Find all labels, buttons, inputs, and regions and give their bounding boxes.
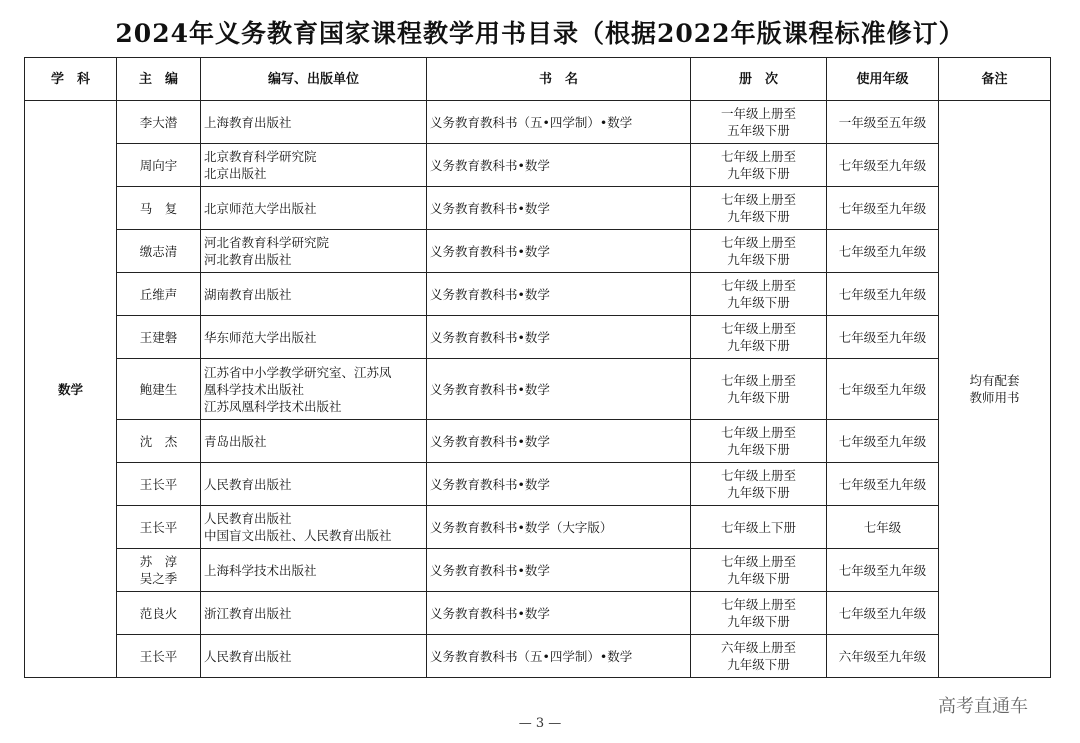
publisher-cell: 北京师范大学出版社 xyxy=(201,187,427,230)
remark-cell: 均有配套 教师用书 xyxy=(939,101,1051,678)
grade-cell: 七年级 xyxy=(827,506,939,549)
table-row xyxy=(25,506,1051,549)
volume-cell: 七年级上册至 九年级下册 xyxy=(691,549,827,592)
grade-cell: 六年级至九年级 xyxy=(827,635,939,678)
volume-cell: 六年级上册至 九年级下册 xyxy=(691,635,827,678)
editor-cell: 马 复 xyxy=(117,187,201,230)
table-row xyxy=(25,359,1051,420)
editor-cell: 鲍建生 xyxy=(117,359,201,420)
grade-cell: 七年级至九年级 xyxy=(827,359,939,420)
grade-cell: 七年级至九年级 xyxy=(827,316,939,359)
table-row xyxy=(25,420,1051,463)
editor-cell: 李大潜 xyxy=(117,101,201,144)
editor-cell: 苏 淳 吴之季 xyxy=(117,549,201,592)
volume-cell: 一年级上册至 五年级下册 xyxy=(691,101,827,144)
page-title: 2024年义务教育国家课程教学用书目录（根据2022年版课程标准修订） xyxy=(115,19,965,48)
editor-cell: 王长平 xyxy=(117,463,201,506)
grade-cell: 七年级至九年级 xyxy=(827,592,939,635)
book-cell: 义务教育教科书•数学 xyxy=(427,420,691,463)
publisher-cell: 北京教育科学研究院 北京出版社 xyxy=(201,144,427,187)
subject-cell: 数学 xyxy=(25,101,117,678)
volume-cell: 七年级上册至 九年级下册 xyxy=(691,144,827,187)
table-row xyxy=(25,463,1051,506)
volume-cell: 七年级上册至 九年级下册 xyxy=(691,420,827,463)
grade-cell: 七年级至九年级 xyxy=(827,230,939,273)
grade-cell: 一年级至五年级 xyxy=(827,101,939,144)
volume-cell: 七年级上册至 九年级下册 xyxy=(691,592,827,635)
grade-cell: 七年级至九年级 xyxy=(827,549,939,592)
grade-cell: 七年级至九年级 xyxy=(827,420,939,463)
watermark-text: 高考直通车 xyxy=(938,696,1028,717)
header-publisher: 编写、出版单位 xyxy=(201,58,427,101)
book-cell: 义务教育教科书•数学（大字版） xyxy=(427,506,691,549)
publisher-cell: 华东师范大学出版社 xyxy=(201,316,427,359)
editor-cell: 丘维声 xyxy=(117,273,201,316)
book-cell: 义务教育教科书（五•四学制）•数学 xyxy=(427,635,691,678)
grade-cell: 七年级至九年级 xyxy=(827,144,939,187)
editor-cell: 周向宇 xyxy=(117,144,201,187)
volume-cell: 七年级上册至 九年级下册 xyxy=(691,273,827,316)
table-row xyxy=(25,549,1051,592)
editor-cell: 沈 杰 xyxy=(117,420,201,463)
publisher-cell: 江苏省中小学教学研究室、江苏凤 凰科学技术出版社 江苏凤凰科学技术出版社 xyxy=(201,359,427,420)
book-cell: 义务教育教科书•数学 xyxy=(427,592,691,635)
table-row xyxy=(25,316,1051,359)
page-number: — 3 — xyxy=(518,716,562,731)
publisher-cell: 人民教育出版社 中国盲文出版社、人民教育出版社 xyxy=(201,506,427,549)
volume-cell: 七年级上册至 九年级下册 xyxy=(691,230,827,273)
editor-cell: 王长平 xyxy=(117,635,201,678)
volume-cell: 七年级上册至 九年级下册 xyxy=(691,463,827,506)
grade-cell: 七年级至九年级 xyxy=(827,463,939,506)
editor-cell: 王建磐 xyxy=(117,316,201,359)
header-editor: 主 编 xyxy=(117,58,201,101)
publisher-cell: 浙江教育出版社 xyxy=(201,592,427,635)
publisher-cell: 湖南教育出版社 xyxy=(201,273,427,316)
editor-cell: 范良火 xyxy=(117,592,201,635)
publisher-cell: 人民教育出版社 xyxy=(201,463,427,506)
table-row xyxy=(25,144,1051,187)
table-row xyxy=(25,187,1051,230)
book-cell: 义务教育教科书•数学 xyxy=(427,316,691,359)
textbook-table xyxy=(24,57,1051,678)
volume-cell: 七年级上册至 九年级下册 xyxy=(691,187,827,230)
editor-cell: 王长平 xyxy=(117,506,201,549)
table-row xyxy=(25,230,1051,273)
table-row xyxy=(25,273,1051,316)
table-row xyxy=(25,101,1051,144)
book-cell: 义务教育教科书（五•四学制）•数学 xyxy=(427,101,691,144)
grade-cell: 七年级至九年级 xyxy=(827,273,939,316)
book-cell: 义务教育教科书•数学 xyxy=(427,549,691,592)
grade-cell: 七年级至九年级 xyxy=(827,187,939,230)
table-row xyxy=(25,592,1051,635)
volume-cell: 七年级上册至 九年级下册 xyxy=(691,316,827,359)
book-cell: 义务教育教科书•数学 xyxy=(427,144,691,187)
header-remark: 备注 xyxy=(939,58,1051,101)
book-cell: 义务教育教科书•数学 xyxy=(427,187,691,230)
table-row xyxy=(25,635,1051,678)
volume-cell: 七年级上册至 九年级下册 xyxy=(691,359,827,420)
volume-cell: 七年级上下册 xyxy=(691,506,827,549)
publisher-cell: 河北省教育科学研究院 河北教育出版社 xyxy=(201,230,427,273)
book-cell: 义务教育教科书•数学 xyxy=(427,230,691,273)
book-cell: 义务教育教科书•数学 xyxy=(427,463,691,506)
publisher-cell: 青岛出版社 xyxy=(201,420,427,463)
book-cell: 义务教育教科书•数学 xyxy=(427,273,691,316)
book-cell: 义务教育教科书•数学 xyxy=(427,359,691,420)
header-row xyxy=(25,58,1051,101)
header-subject: 学 科 xyxy=(25,58,117,101)
header-volume: 册 次 xyxy=(691,58,827,101)
header-book: 书 名 xyxy=(427,58,691,101)
header-grade: 使用年级 xyxy=(827,58,939,101)
publisher-cell: 人民教育出版社 xyxy=(201,635,427,678)
publisher-cell: 上海科学技术出版社 xyxy=(201,549,427,592)
editor-cell: 缴志清 xyxy=(117,230,201,273)
publisher-cell: 上海教育出版社 xyxy=(201,101,427,144)
